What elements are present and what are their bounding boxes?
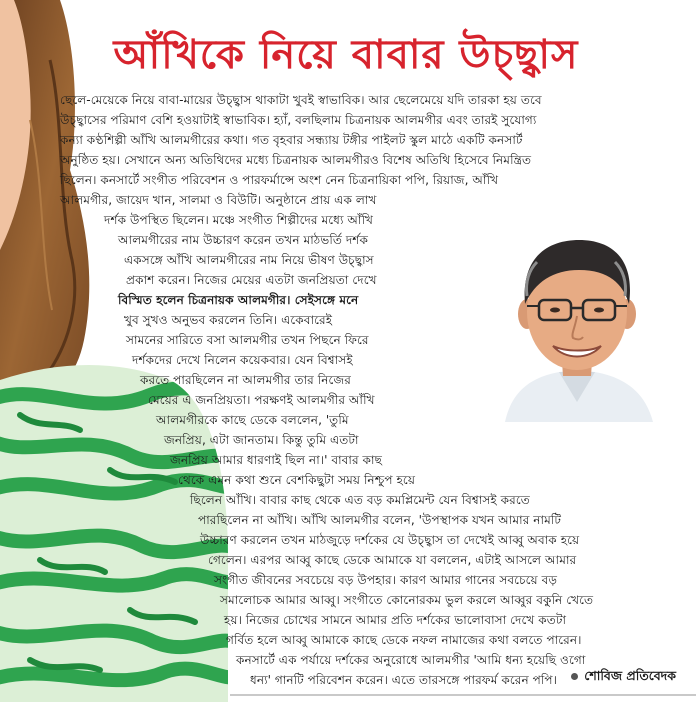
body-line: ছেলে-মেয়েকে নিয়ে বাবা-মায়ের উচ্ছ্বাস থাকাটা খুবই স্বাভাবিক। আর ছেলেমেয়ে যদি তারকা হয় তবে <box>60 93 542 107</box>
body-line: ছিলেন। কনসার্টে সংগীত পরিবেশন ও পারফর্মান্সে অংশ নেন চিত্রনায়িকা পপি, রিয়াজ, আঁখি <box>60 173 499 187</box>
body-line: জনপ্রিয়, এটা জানতাম। কিন্তু তুমি এতটা <box>164 433 359 447</box>
body-line: থেকে এমন কথা শুনে বেশকিছুটা সময় নিশ্চুপ হয়ে <box>178 473 415 487</box>
body-line: আলমগীরের নাম উচ্চারণ করেন তখন মাঠভর্তি দর্শক <box>118 233 369 247</box>
bottom-rule <box>230 694 696 696</box>
headline: আঁখিকে নিয়ে বাবার উচ্ছ্বাস <box>113 32 579 78</box>
portrait-drawing <box>487 226 667 422</box>
body-line: সামনের সারিতে বসা আলমগীর তখন পিছনে ফিরে <box>126 333 369 347</box>
body-line: সংগীত জীবনের সবচেয়ে বড় উপহার। কারণ আমার গানের সবচেয়ে বড় <box>214 573 558 587</box>
body-line: অনুষ্ঠিত হয়। সেখানে অন্য অতিথিদের মধ্যে চিত্রনায়ক আলমগীরও বিশেষ অতিথি হিসেবে নিমন্ত্রিত <box>60 153 532 167</box>
body-line: জনপ্রিয় আমার ধারণাই ছিল না।' বাবার কাছ <box>170 453 382 467</box>
body-line: উচ্ছ্বাসের পরিমাণ বেশি হওয়াটাই স্বাভাবিক। হ্যাঁ, বলছিলাম চিত্রনায়ক আলমগীর এবং তারই সুযোগ্য <box>60 113 537 127</box>
body-line: আলমগীরকে কাছে ডেকে বললেন, 'তুমি <box>156 413 349 427</box>
body-line: ধন্য' গানটি পরিবেশন করেন। এতে তারসঙ্গে পারফর্ম করেন পপি। <box>250 673 557 687</box>
body-line: গর্বিত হলে আব্বু আমাকে কাছে ডেকে নফল নামাজের কথা বলতে পারেন। <box>226 633 582 647</box>
body-line: করতে পারছিলেন না আলমগীর তার নিজের <box>140 373 351 387</box>
body-line: প্রকাশ করেন। নিজের মেয়ের এতটা জনপ্রিয়তা দেখে <box>126 273 377 287</box>
body-line: কন্যা কণ্ঠশিল্পী আঁখি আলমগীরের কথা। গত বৃহবার সন্ধ্যায় টঙ্গীর পাইলট স্কুল মাঠে একটি কনসার্ট <box>60 133 523 147</box>
body-line: ছিলেন আঁখি। বাবার কাছ থেকে এত বড় কমপ্লিমেন্ট যেন বিশ্বাসই করতে <box>190 493 530 507</box>
body-line: খুব সুখও অনুভব করলেন তিনি। একেবারেই <box>124 313 333 327</box>
body-line: কনসার্টে এক পর্যায়ে দর্শকের অনুরোধে আলমগীর 'আমি ধন্য হয়েছি ওগো <box>236 653 586 667</box>
body-line: উচ্চারণ করলেন তখন মাঠজুড়ে দর্শকের যে উচ্ছ্বাস তা দেখেই আব্বু অবাক হয়ে <box>200 533 580 547</box>
body-line: একসঙ্গে আঁখি আলমগীরের নাম নিয়ে ভীষণ উচ্ছ্বাস <box>124 253 374 267</box>
body-line: মেয়ের এ জনপ্রিয়তা। পরক্ষণই আলমগীর আঁখি <box>148 393 375 407</box>
alamgir-portrait <box>487 226 667 422</box>
byline-text: শোবিজ প্রতিবেদক <box>584 668 676 683</box>
body-line: সমালোচক আমার আব্বু। সংগীতে কোনোরকম ভুল করলে আব্বুর বকুনি খেতে <box>220 593 594 607</box>
body-line: গেলেন। এরপর আব্বু কাছে ডেকে আমাকে যা বললেন, এটাই আসলে আমার <box>208 553 577 567</box>
body-line: দর্শক উপস্থিত ছিলেন। মঞ্চে সংগীত শিল্পীদের মধ্যে আঁখি <box>104 213 374 227</box>
body-line: পারছিলেন না আঁখি। আঁখি আলমগীর বলেন, 'উপস্থাপক যখন আমার নামটি <box>198 513 561 527</box>
body-line: দর্শকদের দেখে নিলেন কয়েকবার। যেন বিশ্বাসই <box>132 353 353 367</box>
body-line: বিস্মিত হলেন চিত্রনায়ক আলমগীর। সেইসঙ্গে মনে <box>118 293 359 307</box>
body-line: হয়। নিজের চোখের সামনে আমার প্রতি দর্শকের ভালোবাসা দেখে কতটা <box>224 613 567 627</box>
bullet-icon <box>571 673 578 680</box>
byline <box>571 666 676 686</box>
body-line: আলমগীর, জায়েদ খান, সালমা ও বিউটি। অনুষ্ঠানে প্রায় এক লাখ <box>60 193 377 207</box>
